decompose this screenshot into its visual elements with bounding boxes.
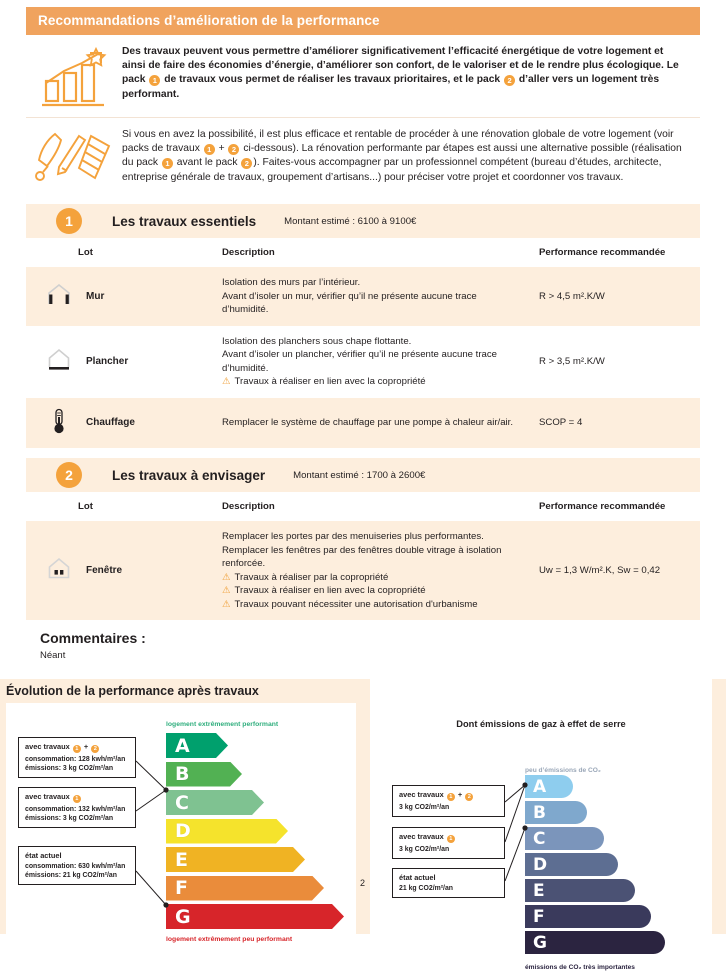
col-header-description: Description	[216, 492, 531, 521]
energy-letter: B	[175, 763, 190, 785]
co2-letter: C	[533, 828, 546, 849]
description-cell-fenetre	[216, 521, 531, 620]
annotation-label: état actuel	[399, 873, 436, 882]
co2-chart-title: Dont émissions de gaz à effet de serre	[456, 719, 626, 729]
pack-2-badge: 2	[56, 462, 82, 488]
section-gap-1	[0, 194, 726, 204]
page-number: 2	[360, 878, 366, 888]
lot-label: Chauffage	[86, 417, 135, 428]
warning-text: Travaux à réaliser par la copropriété	[234, 571, 389, 583]
performance-cell-fenetre: Uw = 1,3 W/m².K, Sw = 0,42	[531, 521, 700, 620]
pack-badge-inline-3: 1	[204, 144, 215, 155]
energy-annotation-box-2	[18, 787, 136, 828]
lot-cell-mur	[26, 267, 216, 326]
window-house-icon	[46, 556, 72, 585]
pack-2-header-row	[26, 492, 700, 521]
col-header-lot: Lot	[26, 238, 216, 267]
performance-cell-plancher: R > 3,5 m².K/W	[531, 326, 700, 398]
warning-triangle-icon: ⚠	[222, 571, 231, 583]
annotation-consumption: consommation: 630 kwh/m²/an	[25, 862, 126, 870]
warning-line	[222, 584, 525, 598]
desc-line: Avant d’isoler un plancher, vérifier qu’il ne présente aucune trace d’humidité.	[222, 349, 498, 374]
annotation-emissions: 21 kg CO2/m²/an	[399, 884, 453, 892]
pack-2-amount: Montant estimé : 1700 à 2600€	[293, 469, 426, 481]
intro-2-seg-0: Si vous en avez la possibilité, il est plus efficace et rentable de procéder à une rénovation globale de votre logement (voir packs de travaux	[122, 129, 674, 155]
annotation-label: avec travaux	[25, 742, 70, 751]
comments-section	[26, 620, 700, 673]
pack-section-1	[26, 204, 700, 448]
energy-caption-top: logement extrêmement performant	[166, 721, 279, 728]
lot-label: Fenêtre	[86, 564, 123, 576]
intro-text-1	[122, 45, 700, 102]
lot-cell-fenetre	[26, 521, 216, 620]
description-cell-mur	[216, 267, 531, 326]
warning-triangle-icon: ⚠	[222, 376, 231, 387]
annotation-label: avec travaux	[399, 832, 444, 841]
warning-text: Travaux à réaliser en lien avec la copropriété	[234, 376, 426, 387]
energy-letter: F	[175, 877, 188, 899]
wall-house-icon	[46, 282, 72, 311]
comments-body: Néant	[40, 650, 66, 661]
pack-badge-inline-2: 2	[504, 75, 515, 86]
co2-letter: A	[533, 776, 547, 797]
description-cell-plancher	[216, 326, 531, 398]
annotation-consumption: consommation: 132 kwh/m²/an	[25, 805, 126, 813]
energy-letter: C	[175, 791, 189, 814]
desc-line: Isolation des planchers sous chape flottante.	[222, 335, 412, 347]
growth-chart-star-icon	[26, 45, 122, 109]
warning-line	[222, 571, 525, 585]
annotation-emissions: émissions: 3 kg CO2/m²/an	[25, 815, 114, 822]
co2-annotation-box-2	[392, 827, 505, 859]
co2-annotation-box-1: avec travaux 1 + 2 3 kg CO2/m²/an	[392, 785, 505, 817]
description-cell-chauffage	[216, 398, 531, 449]
pack-1-header	[26, 204, 700, 238]
performance-cell-mur: R > 4,5 m².K/W	[531, 267, 700, 326]
evolution-banner-label: Évolution de la performance après travaux	[6, 684, 259, 698]
intro-block-1	[26, 35, 700, 117]
evolution-banner	[0, 679, 370, 703]
table-row	[26, 267, 700, 326]
pack-2-table	[26, 492, 700, 620]
pack-badge-inline-1: 1	[149, 75, 160, 86]
intro-1-seg-0: Des travaux peuvent vous permettre d’améliorer significativement l’efficacité énergétique de votre logement et ainsi de faire des économies d’énergie, d’améliorer son confort, de le valoriser et de le rendre plus écologique. Le pack	[122, 46, 679, 86]
annotation-emissions: émissions: 3 kg CO2/m²/an	[25, 765, 114, 772]
co2-annotation-box-3	[392, 868, 505, 898]
desc-line: Avant d’isoler un mur, vérifier qu’il ne présente aucune trace d’humidité.	[222, 290, 477, 315]
co2-letter: F	[533, 906, 545, 927]
header-wrap	[0, 0, 726, 35]
col-header-lot: Lot	[26, 492, 216, 521]
annotation-label: avec travaux	[25, 792, 70, 801]
table-row	[26, 521, 700, 620]
lot-label: Mur	[86, 290, 105, 302]
right-strip	[712, 679, 726, 934]
energy-letter: G	[175, 905, 191, 928]
desc-line: Remplacer les fenêtres par des fenêtres double vitrage à isolation renforcée.	[222, 544, 502, 569]
pack-badge-inline-5: 1	[162, 158, 173, 169]
section-gap-2	[0, 448, 726, 458]
co2-letter: E	[533, 880, 545, 901]
table-row	[26, 326, 700, 398]
col-header-description: Description	[216, 238, 531, 267]
intro-2-seg-2: +	[215, 143, 228, 155]
annotation-emissions: émissions: 21 kg CO2/m²/an	[25, 872, 117, 879]
co2-letter: G	[533, 932, 547, 953]
energy-letter: E	[175, 848, 188, 871]
warning-line	[222, 598, 525, 612]
annotation-pack-badge: 1	[447, 793, 455, 801]
energy-letter: D	[175, 820, 191, 842]
co2-letter: D	[533, 854, 548, 875]
page-title: Recommandations d’amélioration de la performance	[26, 7, 700, 35]
warning-line	[222, 375, 525, 389]
annotation-pack-badge: 1	[73, 795, 81, 803]
desc-line: Isolation des murs par l’intérieur.	[222, 277, 361, 288]
charts-zone	[0, 679, 726, 971]
performance-cell-chauffage: SCOP = 4	[531, 398, 700, 449]
pack-section-2	[26, 458, 700, 620]
annotation-pack-badge: 2	[91, 745, 99, 753]
intro-1-seg-4: d’aller vers un logement très performant.	[122, 74, 660, 100]
annotation-pack-badge: 2	[465, 793, 473, 801]
comments-title: Commentaires :	[40, 630, 146, 646]
warning-text: Travaux pouvant nécessiter une autorisation d'urbanisme	[234, 598, 478, 610]
pack-1-badge: 1	[56, 208, 82, 234]
energy-letter: A	[175, 734, 190, 757]
col-header-performance: Performance recommandée	[531, 238, 700, 267]
pack-1-title: Les travaux essentiels	[112, 213, 257, 229]
tools-ladder-icon	[26, 128, 122, 186]
intro-block-2	[26, 117, 700, 194]
pack-badge-inline-6: 2	[241, 158, 252, 169]
annotation-pack-badge: 1	[447, 835, 455, 843]
annotation-pack-badge: 1	[73, 745, 81, 753]
energy-annotation-box-3	[18, 846, 136, 885]
thermometer-icon	[46, 407, 72, 440]
co2-caption-top: peu d’émissions de CO₂	[525, 767, 601, 774]
desc-line: Remplacer le système de chauffage par une pompe à chaleur air/air.	[222, 417, 513, 428]
lot-cell-chauffage	[26, 398, 216, 449]
warning-triangle-icon: ⚠	[222, 598, 231, 610]
intro-text-2	[122, 128, 700, 185]
lot-label: Plancher	[86, 355, 129, 367]
desc-line: Remplacer les portes par des menuiseries plus performantes.	[222, 531, 484, 542]
annotation-emissions: 3 kg CO2/m²/an	[399, 803, 450, 811]
pack-2-header	[26, 458, 700, 492]
warning-triangle-icon: ⚠	[222, 585, 231, 596]
pack-1-header-row	[26, 238, 700, 267]
pack-1-table	[26, 238, 700, 448]
intro-2-seg-4: ci-dessous). La rénovation performante par étapes est aussi une alternative possible (réalisation du pack	[122, 143, 682, 169]
table-row	[26, 398, 700, 449]
annotation-consumption: consommation: 128 kwh/m²/an	[25, 755, 126, 763]
floor-house-icon	[46, 347, 72, 376]
warning-text: Travaux à réaliser en lien avec la copropriété	[234, 585, 426, 596]
annotation-label: avec travaux	[399, 790, 444, 799]
intro-2-seg-6: avant le pack	[173, 157, 241, 169]
middle-strip	[356, 703, 370, 934]
lot-cell-plancher	[26, 326, 216, 398]
energy-caption-bottom: logement extrêmement peu performant	[166, 936, 293, 943]
intro-2-seg-8: ). Faites-vous accompagner par un professionnel compétent (bureau d’études, architecte, entreprise générale de travaux, groupement d’artisans...) pour préciser votre projet et coordonner vos travaux.	[122, 157, 662, 183]
co2-letter: B	[533, 802, 546, 823]
energy-annotation-box-1: avec travaux 1 + 2 consommation: 128 kwh/m²/an émissions: 3 kg CO2/m²/an	[18, 737, 136, 778]
annotation-label: état actuel	[25, 851, 62, 860]
energy-performance-chart	[6, 703, 356, 943]
col-header-performance: Performance recommandée	[531, 492, 700, 521]
annotation-emissions: 3 kg CO2/m²/an	[399, 845, 450, 853]
co2-emissions-chart	[370, 679, 712, 971]
pack-badge-inline-4: 2	[228, 144, 239, 155]
co2-caption-bottom: émissions de CO₂ très importantes	[525, 964, 635, 971]
pack-1-amount: Montant estimé : 6100 à 9100€	[284, 215, 417, 227]
pack-2-title: Les travaux à envisager	[112, 467, 266, 483]
intro-1-seg-2: de travaux vous permet de réaliser les travaux prioritaires, et le pack	[161, 74, 504, 86]
